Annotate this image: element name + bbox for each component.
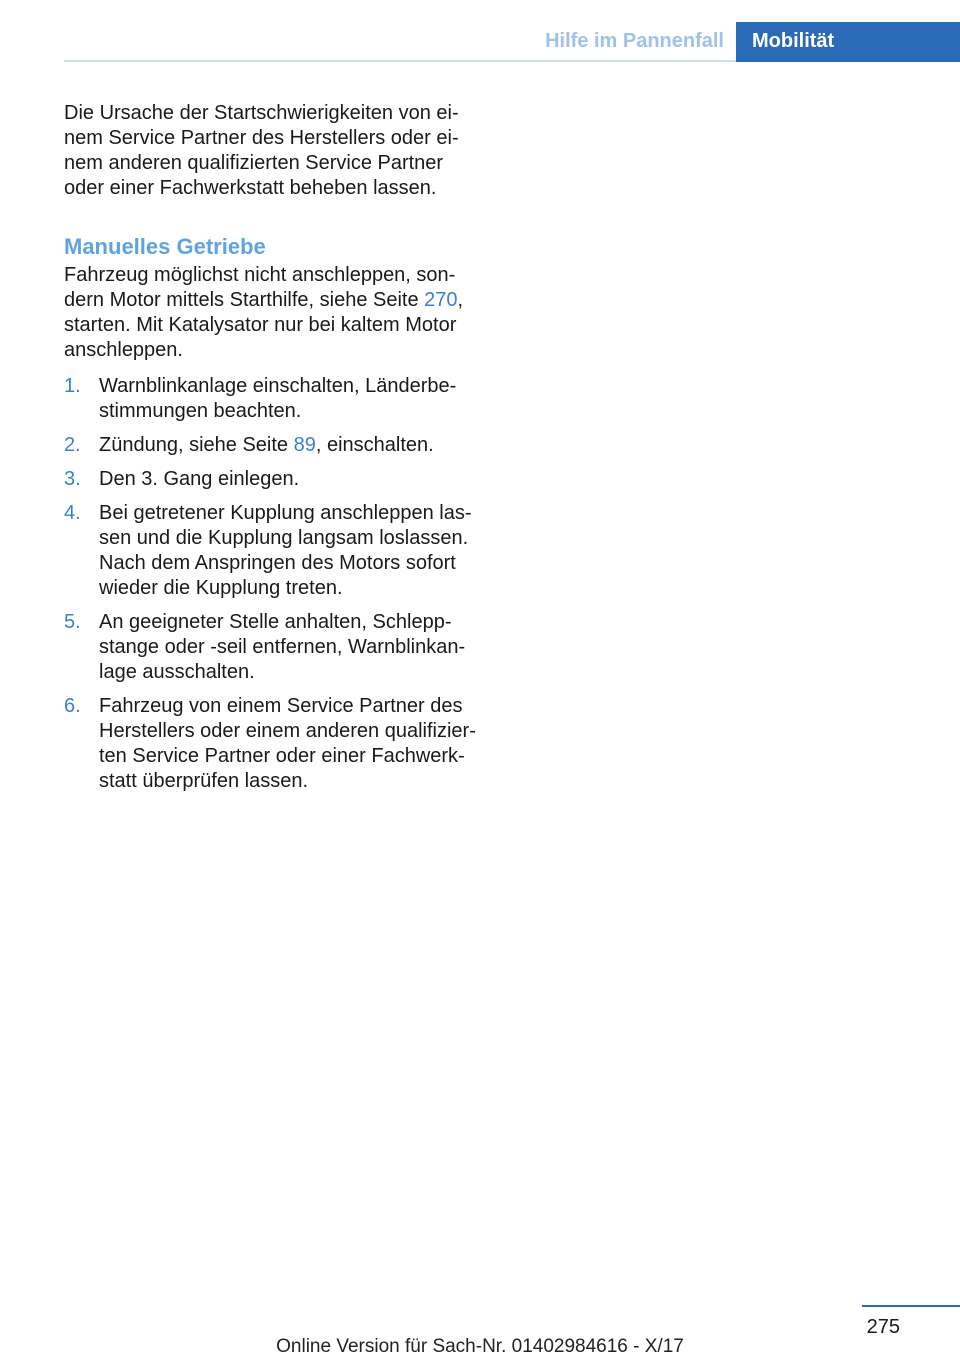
step-text: Zündung, siehe Seite xyxy=(99,434,294,456)
list-item xyxy=(64,433,480,458)
step-text: Warnblinkanlage einschalten, Länderbestimmungen beachten. xyxy=(99,375,457,422)
intro-paragraph: Die Ursache der Startschwierigkeiten von einem Service Partner des Herstellers oder einem anderen qualifizierten Service Partner oder einer Fachwerkstatt beheben lassen. xyxy=(64,102,459,199)
step-text: Bei getretener Kupplung anschleppen lassen und die Kupplung langsam loslassen. Nach dem Anspringen des Motors sofort wieder die Kupplung treten. xyxy=(99,502,472,599)
list-item xyxy=(64,610,480,685)
step-number: 2. xyxy=(64,434,81,456)
list-item xyxy=(64,501,480,601)
step-list xyxy=(64,374,480,794)
main-content xyxy=(64,101,480,803)
page-link-89[interactable]: 89 xyxy=(293,434,316,456)
paragraph-text: Fahrzeug möglichst nicht anschleppen, sondern Motor mittels Starthilfe, siehe Seite xyxy=(64,264,456,311)
header-section-title: Hilfe im Pannenfall xyxy=(545,30,724,52)
step-text: Den 3. Gang einlegen. xyxy=(99,468,300,490)
page-number: 275 xyxy=(866,1316,900,1338)
list-item xyxy=(64,694,480,794)
step-number: 4. xyxy=(64,502,81,524)
body-paragraph xyxy=(64,263,480,363)
header-chapter-tab: Mobilität xyxy=(736,22,960,62)
step-number: 6. xyxy=(64,695,81,717)
footer-note: Online Version für Sach-Nr. 01402984616 - X/17 xyxy=(276,1336,684,1357)
paragraph-text-after: , starten. Mit Katalysator nur bei kaltem Motor anschleppen. xyxy=(64,289,464,361)
list-item xyxy=(64,467,480,492)
page-link-270[interactable]: 270 xyxy=(424,289,458,311)
step-number: 1. xyxy=(64,375,81,397)
step-number: 3. xyxy=(64,468,81,490)
section-heading: Manuelles Getriebe xyxy=(64,234,266,259)
step-text-after: , einschalten. xyxy=(315,434,434,456)
list-item xyxy=(64,374,480,424)
step-text: Fahrzeug von einem Service Partner des Herstellers oder einem anderen qualifizierten Service Partner oder einer Fachwerkstatt überprüfen lassen. xyxy=(99,695,476,792)
footer-rule xyxy=(862,1305,960,1307)
step-number: 5. xyxy=(64,611,81,633)
step-text: An geeigneter Stelle anhalten, Schleppstange oder ‑seil entfernen, Warnblinkanlage ausschalten. xyxy=(99,611,466,683)
